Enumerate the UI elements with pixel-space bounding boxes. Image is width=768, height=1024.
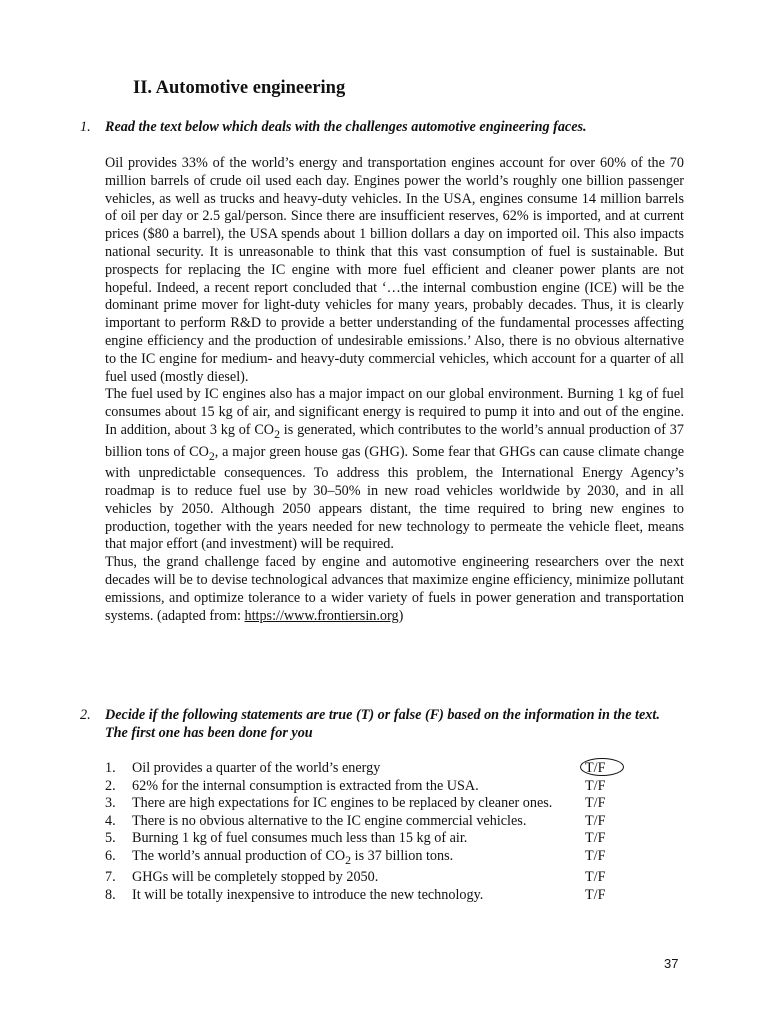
task-text: Decide if the following statements are true (T) or false (F) based on the information in the text. The first one has been done for you — [105, 707, 660, 741]
page-number: 37 — [664, 956, 679, 971]
statement-text: The world’s annual production of $CO_2$ is 37 billion tons. — [132, 847, 454, 867]
statement-item: 5. Burning 1 kg of fuel consumes much less than 15 kg of air. T/F — [105, 830, 606, 847]
statement-text: Burning 1 kg of fuel consumes much less than 15 kg of air. — [132, 830, 468, 847]
true-false-option[interactable]: T/F — [585, 886, 606, 903]
statement-item: 3. There are high expectations for IC engines to be replaced by cleaner ones. T/F — [105, 795, 606, 812]
task-number: 2. — [80, 707, 91, 723]
true-false-option[interactable]: T/F — [585, 812, 606, 829]
statement-item: 2. 62% for the internal consumption is extracted from the USA. T/F — [105, 777, 606, 794]
answer-circle-mark — [580, 758, 624, 776]
reading-paragraph-2: The fuel used by IC engines also has a major impact on our global environment. Burning 1 kg of fuel consumes about 15 kg of air, and significant energy is required to pump it into and out of the engine. In addition, about 3 kg of $CO_2$ is generated, which contributes to the world’s annual production of 37 billion tons of $CO_2$, a major green house gas (GHG). Some fear that GHGs can cause climate change with unpredictable consequences. To address this problem, the International Energy Agency’s roadmap is to reduce fuel use by 30–50% in new road vehicles worldwide by 2030, and in all vehicles by 2050. Although 2050 appears distant, the time required to bring new engines to production, together with the years needed for new technology to permeate the vehicle fleet, means that major effort (and investment) will be required. — [105, 386, 684, 553]
statement-text: There is no obvious alternative to the IC engine commercial vehicles. — [132, 812, 527, 829]
true-false-option[interactable]: T/F — [585, 760, 606, 776]
task-text: Read the text below which deals with the challenges automotive engineering faces. — [105, 119, 587, 135]
section-title: II. Automotive engineering — [133, 78, 346, 98]
task-number: 1. — [80, 119, 91, 135]
true-false-option[interactable]: T/F — [585, 869, 606, 886]
statement-item: 7. GHGs will be completely stopped by 2050. T/F — [105, 869, 606, 886]
true-false-option[interactable]: T/F — [585, 795, 606, 812]
statement-item: 1. Oil provides a quarter of the world’s energy T/F — [105, 760, 635, 778]
statement-item: 8. It will be totally inexpensive to introduce the new technology. T/F — [105, 886, 606, 903]
statement-text: There are high expectations for IC engines to be replaced by cleaner ones. — [132, 795, 553, 812]
statement-text: It will be totally inexpensive to introduce the new technology. — [132, 886, 484, 903]
statement-item: 6. The world’s annual production of $CO_2$ is 37 billion tons. T/F — [105, 847, 606, 867]
true-false-option[interactable]: T/F — [585, 777, 606, 794]
reading-paragraph-1: Oil provides 33% of the world’s energy and transportation engines account for over 60% of the 70 million barrels of crude oil used each day. Engines power the world’s roughly one billion passenger vehicles, as well as trucks and heavy-duty vehicles. In the USA, engines consume 14 million barrels of oil per day or 2.5 gal/person. Since there are insufficient reserves, 62% is imported, and at current prices ($80 a barrel), the USA spends about 1 billion dollars a day on imported oil. This also impacts national security. It is unreasonable to think that this vast consumption of fuel is sustainable. But prospects for replacing the IC engine with more fuel efficient and cleaner power plants are not hopeful. Indeed, a recent report concluded that ‘…the internal combustion engine (ICE) will be the dominant prime mover for light-duty vehicles for many years, probably decades. Thus, it is clearly important to perform R&D to provide a better understanding of the fundamental processes affecting engine efficiency and the production of undesirable emissions.’ Also, there is no obvious alternative to the IC engine for medium- and heavy-duty commercial vehicles, which account for a quarter of all fuel used (mostly diesel). — [105, 155, 684, 385]
task-1-instruction — [80, 118, 686, 136]
statement-text: GHGs will be completely stopped by 2050. — [132, 869, 379, 886]
true-false-option[interactable]: T/F — [585, 847, 606, 864]
true-false-option[interactable]: T/F — [585, 830, 606, 847]
statement-text: Oil provides a quarter of the world’s energy — [132, 760, 381, 776]
statement-text: 62% for the internal consumption is extracted from the USA. — [132, 777, 479, 794]
reading-paragraph-3: Thus, the grand challenge faced by engine and automotive engineering researchers over the next decades will be to devise technological advances that maximize engine efficiency, minimize pollutant emissions, and optimize tolerance to a wider variety of fuels in power generation and transportation systems. (adapted from: https://www.frontiersin.org) — [105, 554, 684, 624]
reading-passage — [105, 155, 684, 625]
statement-list — [105, 760, 635, 905]
task-2-instruction — [80, 706, 686, 742]
statement-item: 4. There is no obvious alternative to the IC engine commercial vehicles. T/F — [105, 812, 606, 829]
source-link[interactable]: https://www.frontiersin.org — [244, 607, 399, 624]
